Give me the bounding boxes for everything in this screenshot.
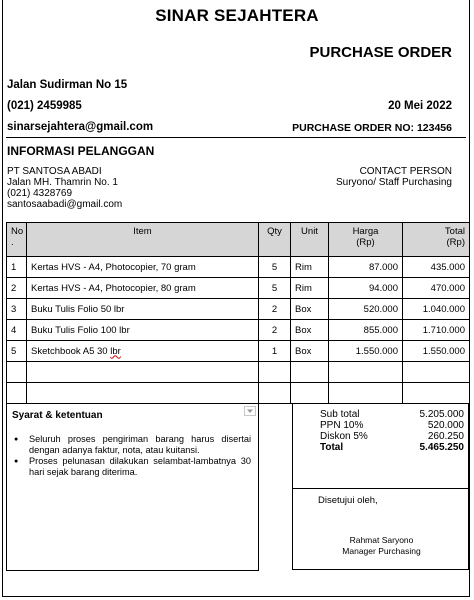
terms-item: ● Seluruh proses pengiriman barang harus disertai dengan adanya faktur, nota, atau kuitansi. xyxy=(13,434,251,456)
cell-item: Buku Tulis Folio 100 lbr xyxy=(27,320,259,341)
cell-no: 3 xyxy=(7,299,27,320)
cell-unit: Box xyxy=(291,299,329,320)
table-row-empty xyxy=(7,362,470,383)
cell-no: 1 xyxy=(7,257,27,278)
company-address: Jalan Sudirman No 15 xyxy=(7,79,128,91)
po-number: PURCHASE ORDER NO: 123456 xyxy=(292,122,452,134)
customer-phone: (021) 4328769 xyxy=(7,188,73,199)
customer-address: Jalan MH. Thamrin No. 1 xyxy=(7,177,118,188)
terms-list xyxy=(13,434,251,478)
approver-position: Manager Purchasing xyxy=(342,546,421,556)
cell-qty: 5 xyxy=(259,257,291,278)
cell-item: Sketchbook A5 30 lbr xyxy=(27,341,259,362)
summary-divider xyxy=(293,488,468,489)
cell-unit: Rim xyxy=(291,278,329,299)
cell-price: 1.550.000 xyxy=(329,341,403,362)
po-date: 20 Mei 2022 xyxy=(388,100,452,112)
header-divider xyxy=(6,137,466,138)
company-phone: (021) 2459985 xyxy=(7,100,82,112)
cell-price: 87.000 xyxy=(329,257,403,278)
cell-item: Buku Tulis Folio 50 lbr xyxy=(27,299,259,320)
table-row xyxy=(7,341,470,362)
cell-unit: Box xyxy=(291,341,329,362)
cell-total: 470.000 xyxy=(403,278,470,299)
cell-price: 520.000 xyxy=(329,299,403,320)
cell-no: 5 xyxy=(7,341,27,362)
col-header-qty: Qty xyxy=(259,223,291,257)
cell-unit: Box xyxy=(291,320,329,341)
col-header-unit: Unit xyxy=(291,223,329,257)
table-row-empty xyxy=(7,383,470,404)
cell-total: 1.710.000 xyxy=(403,320,470,341)
contact-person-label: CONTACT PERSON xyxy=(359,166,452,177)
cell-total: 1.550.000 xyxy=(403,341,470,362)
table-row xyxy=(7,299,470,320)
cell-qty: 2 xyxy=(259,299,291,320)
dropdown-arrow-icon[interactable] xyxy=(244,406,256,416)
cell-no: 2 xyxy=(7,278,27,299)
col-header-total: Total (Rp) xyxy=(403,223,470,257)
approver-name: Rahmat Saryono xyxy=(349,535,414,545)
items-table-header xyxy=(7,223,470,257)
table-row xyxy=(7,320,470,341)
summary-box: Sub total 5.205.000 PPN 10% 520.000 Diskon 5% 260.250 Total 5.465.250 Disetujui oleh, Rahmat Saryono Manager Purchasing xyxy=(292,403,469,570)
document-title: PURCHASE ORDER xyxy=(309,44,452,61)
cell-item: Kertas HVS - A4, Photocopier, 80 gram xyxy=(27,278,259,299)
col-header-item: Item xyxy=(27,223,259,257)
terms-item: ● Proses pelunasan dilakukan selambat-lambatnya 30 hari sejak barang diterima. xyxy=(13,456,251,478)
company-email: sinarsejahtera@gmail.com xyxy=(7,121,154,133)
cell-total: 435.000 xyxy=(403,257,470,278)
cell-qty: 5 xyxy=(259,278,291,299)
terms-title: Syarat & ketentuan xyxy=(12,410,103,421)
spellcheck-flagged-word: lbr xyxy=(110,345,121,357)
customer-name: PT SANTOSA ABADI xyxy=(7,166,102,177)
customer-email: santosaabadi@gmail.com xyxy=(7,199,123,210)
items-table xyxy=(6,222,470,404)
cell-unit: Rim xyxy=(291,257,329,278)
cell-qty: 2 xyxy=(259,320,291,341)
cell-price: 855.000 xyxy=(329,320,403,341)
approval-label: Disetujui oleh, xyxy=(318,495,378,506)
cell-no: 4 xyxy=(7,320,27,341)
col-header-no: No . xyxy=(7,223,27,257)
company-name: SINAR SEJAHTERA xyxy=(155,6,319,25)
table-row xyxy=(7,257,470,278)
cell-item: Kertas HVS - A4, Photocopier, 70 gram xyxy=(27,257,259,278)
cell-price: 94.000 xyxy=(329,278,403,299)
table-row xyxy=(7,278,470,299)
col-header-price: Harga (Rp) xyxy=(329,223,403,257)
cell-total: 1.040.000 xyxy=(403,299,470,320)
cell-qty: 1 xyxy=(259,341,291,362)
contact-person-value: Suryono/ Staff Purchasing xyxy=(336,177,452,188)
section-title-customer: INFORMASI PELANGGAN xyxy=(7,144,155,158)
terms-box xyxy=(6,403,259,571)
